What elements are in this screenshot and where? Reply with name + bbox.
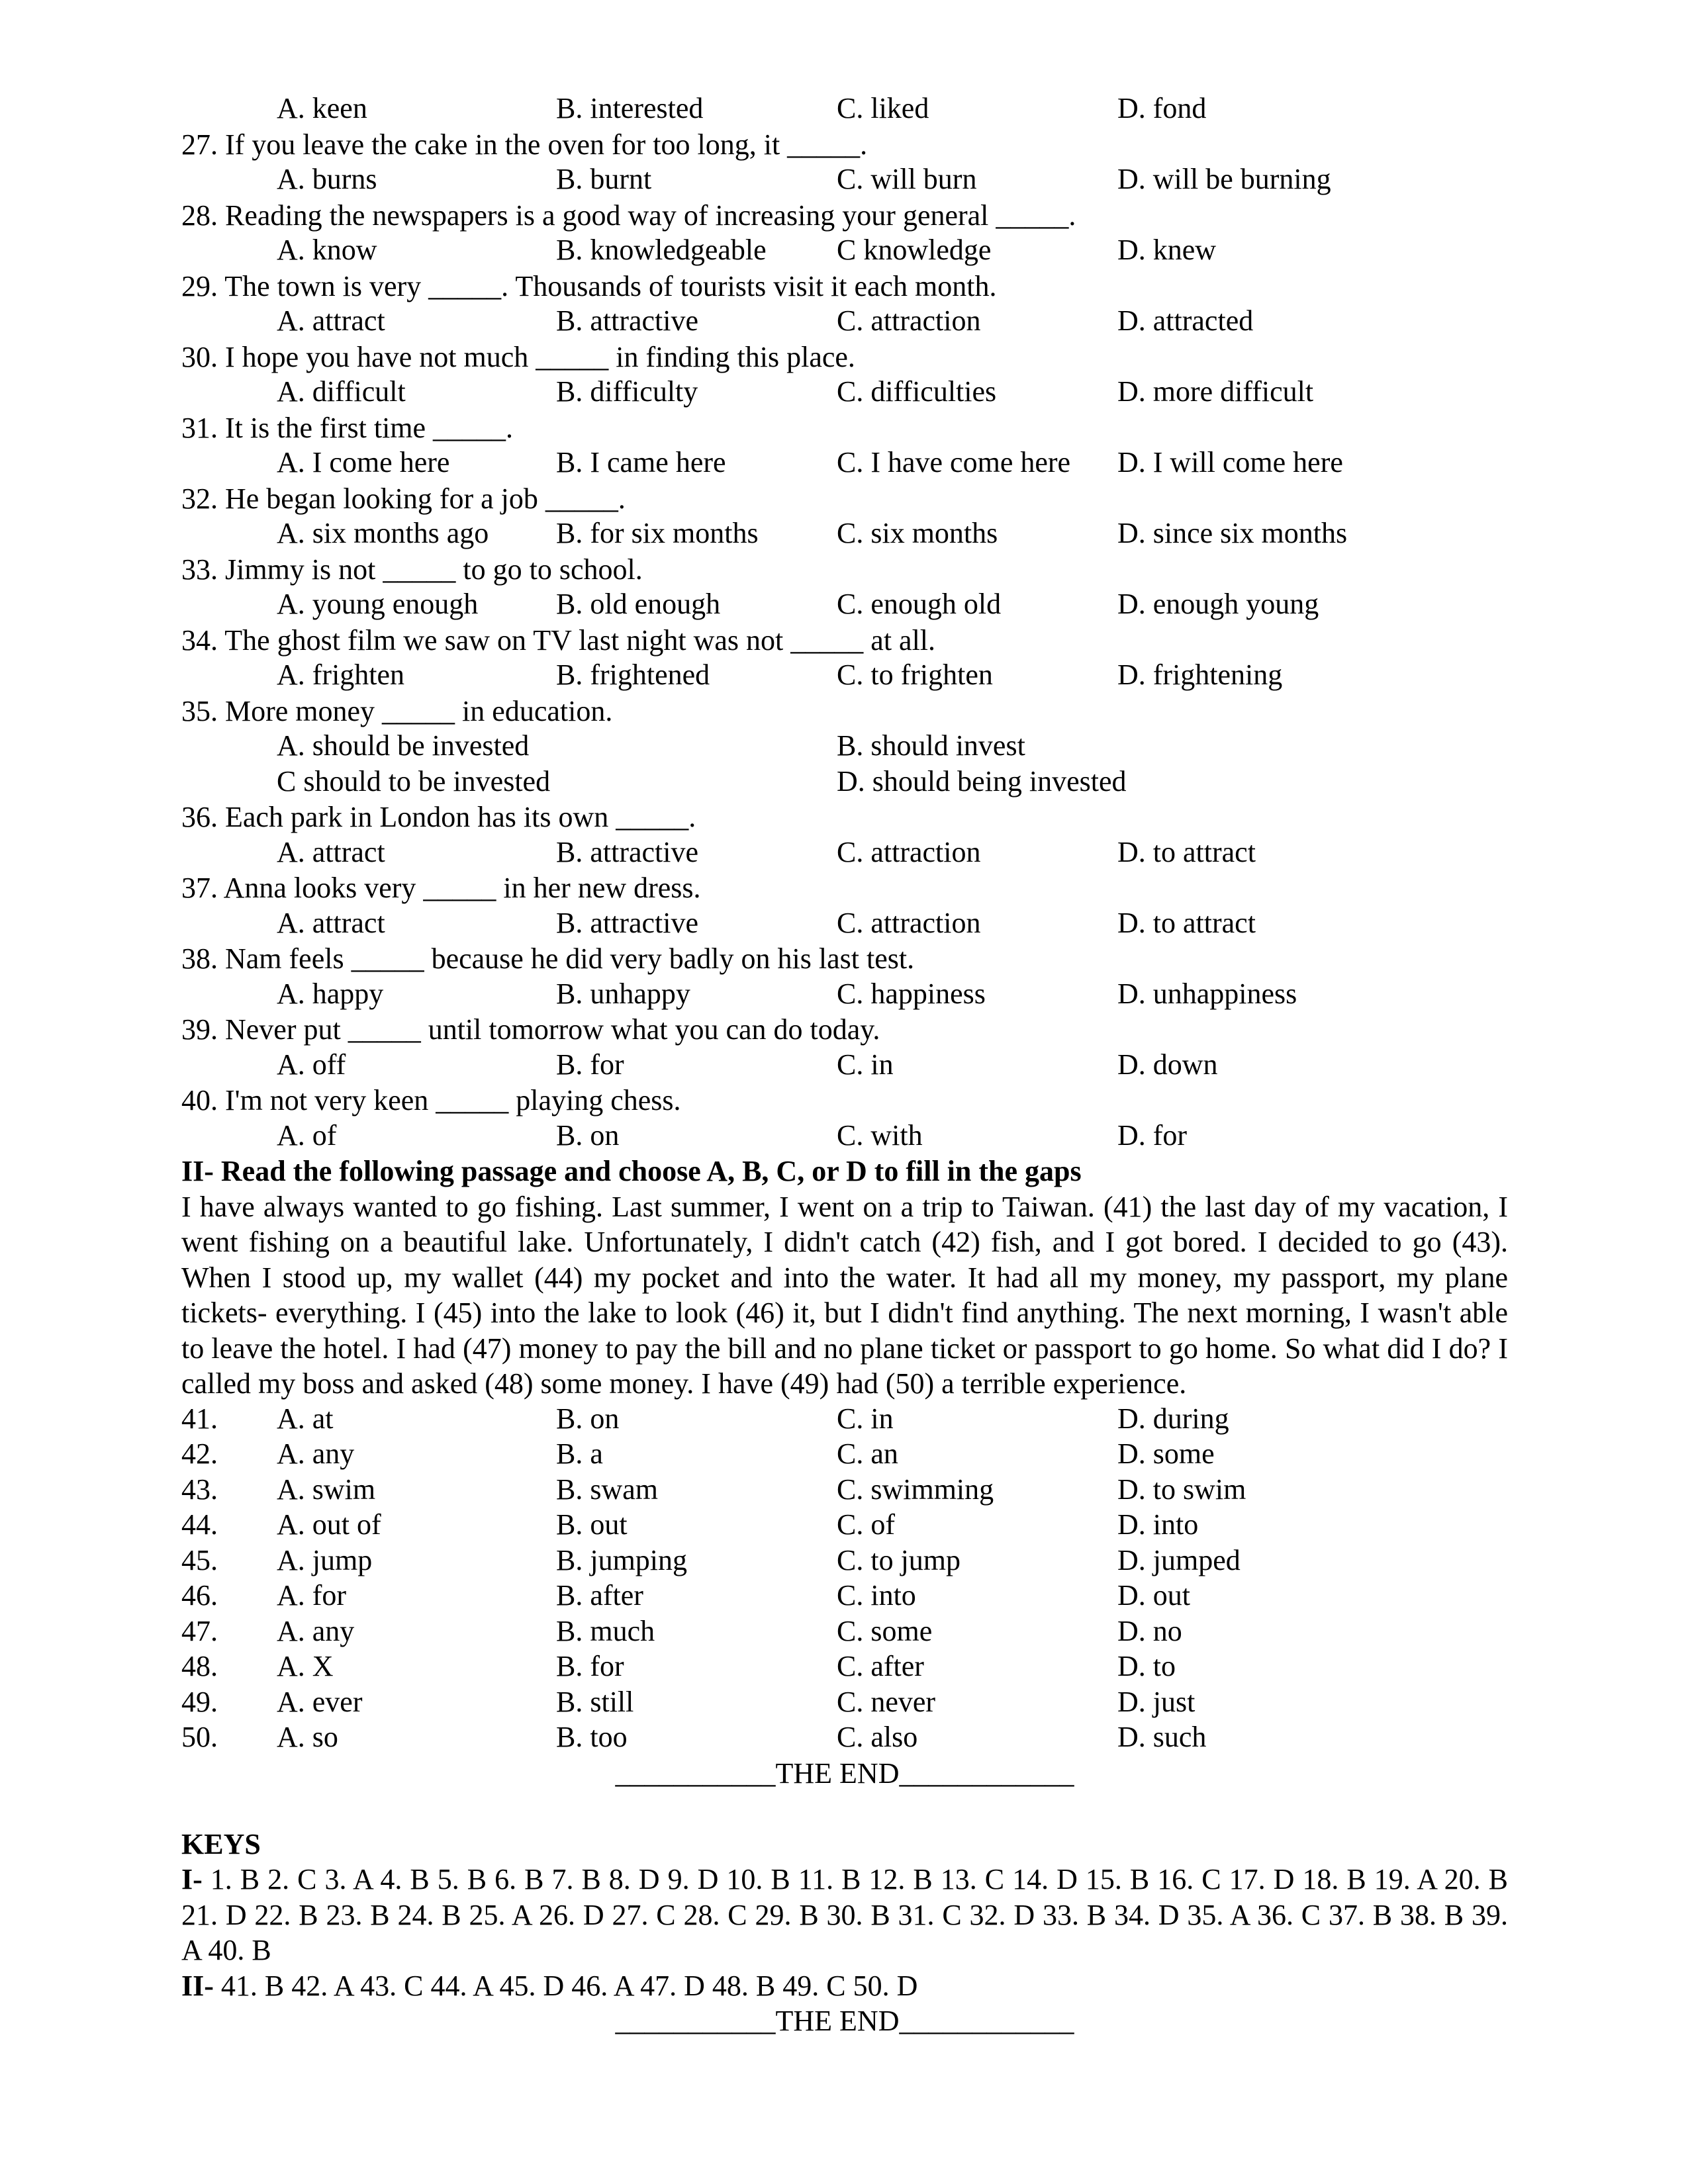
option-c: C. happiness [837,977,986,1010]
option-a: A. six months ago [277,517,489,549]
option-d: D. such [1117,1721,1207,1753]
option-b: B. difficulty [556,375,698,408]
item-number: 48. [181,1650,218,1682]
option-a: A. out of [277,1508,381,1541]
keys-part-2-answers: 41. B 42. A 43. C 44. A 45. D 46. A 47. D 48. B 49. C 50. D [213,1969,918,2002]
question-stem: 32. He began looking for a job _____. [181,482,626,515]
gap-item-row [181,1614,1508,1650]
option-a: A. frighten [277,659,405,691]
option-d: D. to attract [1117,906,1256,939]
options-row [181,1048,1508,1083]
keys-part-2-label: II- [181,1969,214,2002]
option-b: B. should invest [837,729,1025,762]
option-b: B. burnt [556,163,652,195]
the-end-marker-bottom: ___________THE END____________ [615,2005,1074,2037]
option-d: D. unhappiness [1117,977,1297,1010]
option-d: D. since six months [1117,517,1348,549]
option-d: D. some [1117,1437,1215,1470]
option-d: D. fond [1117,92,1207,124]
question-stem: 37. Anna looks very _____ in her new dress. [181,872,701,904]
option-c: C. to frighten [837,659,993,691]
option-d: D. jumped [1117,1543,1241,1576]
gap-item-row [181,1685,1508,1721]
question-stem: 39. Never put _____ until tomorrow what you can do today. [181,1013,880,1046]
item-number: 49. [181,1685,218,1718]
question-stem: 40. I'm not very keen _____ playing chess. [181,1084,681,1116]
question-stem: 30. I hope you have not much _____ in finding this place. [181,340,855,373]
question-stem: 28. Reading the newspapers is a good way of increasing your general _____. [181,199,1076,232]
option-d: D. enough young [1117,588,1319,620]
question-stem: 27. If you leave the cake in the oven for too long, it _____. [181,128,868,161]
option-c: C. after [837,1650,924,1682]
options-row [181,906,1508,942]
item-number: 44. [181,1508,218,1541]
option-c: C should to be invested [277,764,551,797]
option-a: A. I come here [277,446,450,478]
options-row [181,658,1508,694]
item-number: 50. [181,1721,218,1753]
option-a: A. keen [277,92,367,124]
option-b: B. on [556,1402,620,1435]
option-b: B. much [556,1614,655,1647]
option-b: B. for [556,1650,624,1682]
option-a: A. X [277,1650,334,1682]
gap-item-row [181,1578,1508,1614]
option-b: B. for six months [556,517,759,549]
question-stem: 34. The ghost film we saw on TV last night was not _____ at all. [181,623,936,657]
option-b: B. old enough [556,588,721,620]
option-a: A. any [277,1437,355,1470]
option-b: B. out [556,1508,628,1541]
section-2-heading: II- Read the following passage and choose A, B, C, or D to fill in the gaps [181,1155,1082,1187]
option-b: B. frightened [556,659,710,691]
option-a: A. young enough [277,588,479,620]
question-stem: 29. The town is very _____. Thousands of tourists visit it each month. [181,269,997,302]
option-c: C. will burn [837,163,977,195]
option-c: C. swimming [837,1473,994,1506]
option-a: A. burns [277,163,377,195]
option-b: B. attractive [556,835,699,868]
options-row [181,587,1508,623]
gap-item-row [181,1720,1508,1756]
options-row [181,304,1508,340]
option-a: A. any [277,1614,355,1647]
keys-title: KEYS [181,1827,261,1860]
option-a: A. attract [277,304,385,337]
option-c: C. of [837,1508,895,1541]
options-row [181,162,1508,198]
option-a: A. so [277,1721,338,1753]
the-end-marker: ___________THE END____________ [615,1756,1074,1790]
option-c: C. an [837,1437,898,1470]
option-c: C. never [837,1685,936,1718]
option-b: B. too [556,1721,628,1753]
option-c: C. difficulties [837,375,997,408]
option-d: D. down [1117,1048,1218,1081]
option-b: B. a [556,1437,603,1470]
options-row [181,729,1508,764]
option-d: D. no [1117,1614,1182,1647]
gap-item-row [181,1543,1508,1579]
option-a: A. happy [277,977,384,1010]
keys-part-2 [181,1968,1508,2004]
option-c: C. enough old [837,588,1002,620]
option-b: B. I came here [556,446,726,478]
option-b: B. jumping [556,1543,688,1576]
question-stem: 38. Nam feels _____ because he did very badly on his last test. [181,942,915,975]
gap-item-row [181,1437,1508,1473]
option-a: A. ever [277,1685,363,1718]
item-number: 47. [181,1614,218,1647]
option-b: B. on [556,1118,620,1152]
option-b: B. unhappy [556,977,690,1010]
item-number: 46. [181,1579,218,1612]
options-row [181,445,1508,481]
option-c: C. in [837,1048,894,1081]
option-c: C. into [837,1579,916,1612]
option-c: C. I have come here [837,446,1071,478]
option-d: D. more difficult [1117,375,1314,408]
option-d: D. just [1117,1685,1196,1718]
spacer [181,1791,1508,1827]
exam-page [181,91,1508,2039]
option-d: D. during [1117,1402,1229,1435]
option-b: B. after [556,1579,643,1612]
option-b: B. swam [556,1473,658,1506]
option-c: C. with [837,1118,923,1152]
option-b: B. attractive [556,304,699,337]
gap-item-row [181,1508,1508,1543]
option-d: D. I will come here [1117,446,1343,478]
option-b: B. attractive [556,906,699,939]
option-a: A. jump [277,1543,373,1576]
options-row [181,233,1508,269]
option-c: C. also [837,1721,918,1753]
top-options-row [181,91,1508,127]
option-a: A. should be invested [277,729,530,762]
option-d: D. into [1117,1508,1199,1541]
question-list [181,127,1508,1154]
options-row [181,764,1508,800]
item-number: 41. [181,1402,218,1435]
option-a: A. for [277,1579,347,1612]
option-d: D. should being invested [837,764,1127,797]
option-c: C. in [837,1402,894,1435]
option-d: D. frightening [1117,659,1283,691]
option-c: C. some [837,1614,933,1647]
option-c: C. six months [837,517,998,549]
option-a: A. swim [277,1473,376,1506]
item-number: 43. [181,1473,218,1506]
options-row [181,516,1508,552]
option-c: C knowledge [837,234,992,266]
gap-fill-items [181,1402,1508,1756]
option-d: D. out [1117,1579,1190,1612]
option-d: D. attracted [1117,304,1254,337]
option-c: C. to jump [837,1543,961,1576]
keys-part-1-label: I- [181,1863,203,1895]
reading-passage: I have always wanted to go fishing. Last summer, I went on a trip to Taiwan. (41) the last day of my vacation, I went fishing on a beautiful lake. Unfortunately, I didn't catch (42) fish, and I got bored. I decided to go (43). When I stood up, my wallet (44) my pocket and into the water. It had all my money, my passport, my plane tickets- everything. I (45) into the lake to look (46) it, but I didn't find anything. The next morning, I wasn't able to leave the hotel. I had (47) money to pay the bill and no plane ticket or passport to go home. So what did I do? I called my boss and asked (48) some money. I have (49) had (50) a terrible experience. [181,1190,1508,1400]
option-a: A. know [277,234,377,266]
option-a: A. at [277,1402,334,1435]
option-d: D. to swim [1117,1473,1246,1506]
question-stem: 33. Jimmy is not _____ to go to school. [181,553,643,586]
keys-part-1 [181,1862,1508,1968]
option-a: A. difficult [277,375,406,408]
options-row [181,375,1508,410]
option-a: A. attract [277,906,385,939]
option-c: C. liked [837,92,929,124]
option-d: D. for [1117,1118,1188,1152]
option-b: B. interested [556,92,704,124]
option-c: C. attraction [837,906,981,939]
question-stem: 31. It is the first time _____. [181,411,514,444]
question-stem: 35. More money _____ in education. [181,694,613,727]
option-a: A. off [277,1048,346,1081]
gap-item-row [181,1473,1508,1508]
option-c: C. attraction [837,304,981,337]
option-a: A. of [277,1118,337,1152]
options-row [181,1118,1508,1154]
options-row [181,835,1508,871]
gap-item-row [181,1402,1508,1437]
option-b: B. knowledgeable [556,234,767,266]
question-stem: 36. Each park in London has its own _____. [181,801,696,833]
option-d: D. to [1117,1650,1176,1682]
option-b: B. still [556,1685,634,1718]
option-d: D. will be burning [1117,163,1331,195]
item-number: 42. [181,1437,218,1470]
option-d: D. to attract [1117,835,1256,868]
options-row [181,977,1508,1013]
keys-part-1-answers: 1. B 2. C 3. A 4. B 5. B 6. B 7. B 8. D 9. D 10. B 11. B 12. B 13. C 14. D 15. B 16. C 17. D 18. B 19. A 20. B 21. D 22. B 23. B 24. B 25. A 26. D 27. C 28. C 29. B 30. B 31. C 32. D 33. B 34. D 35. A 36. C 37. B 38. B 39. A 40. B [181,1863,1508,1966]
option-c: C. attraction [837,835,981,868]
item-number: 45. [181,1543,218,1576]
gap-item-row [181,1649,1508,1685]
option-d: D. knew [1117,234,1217,266]
option-a: A. attract [277,835,385,868]
option-b: B. for [556,1048,624,1081]
